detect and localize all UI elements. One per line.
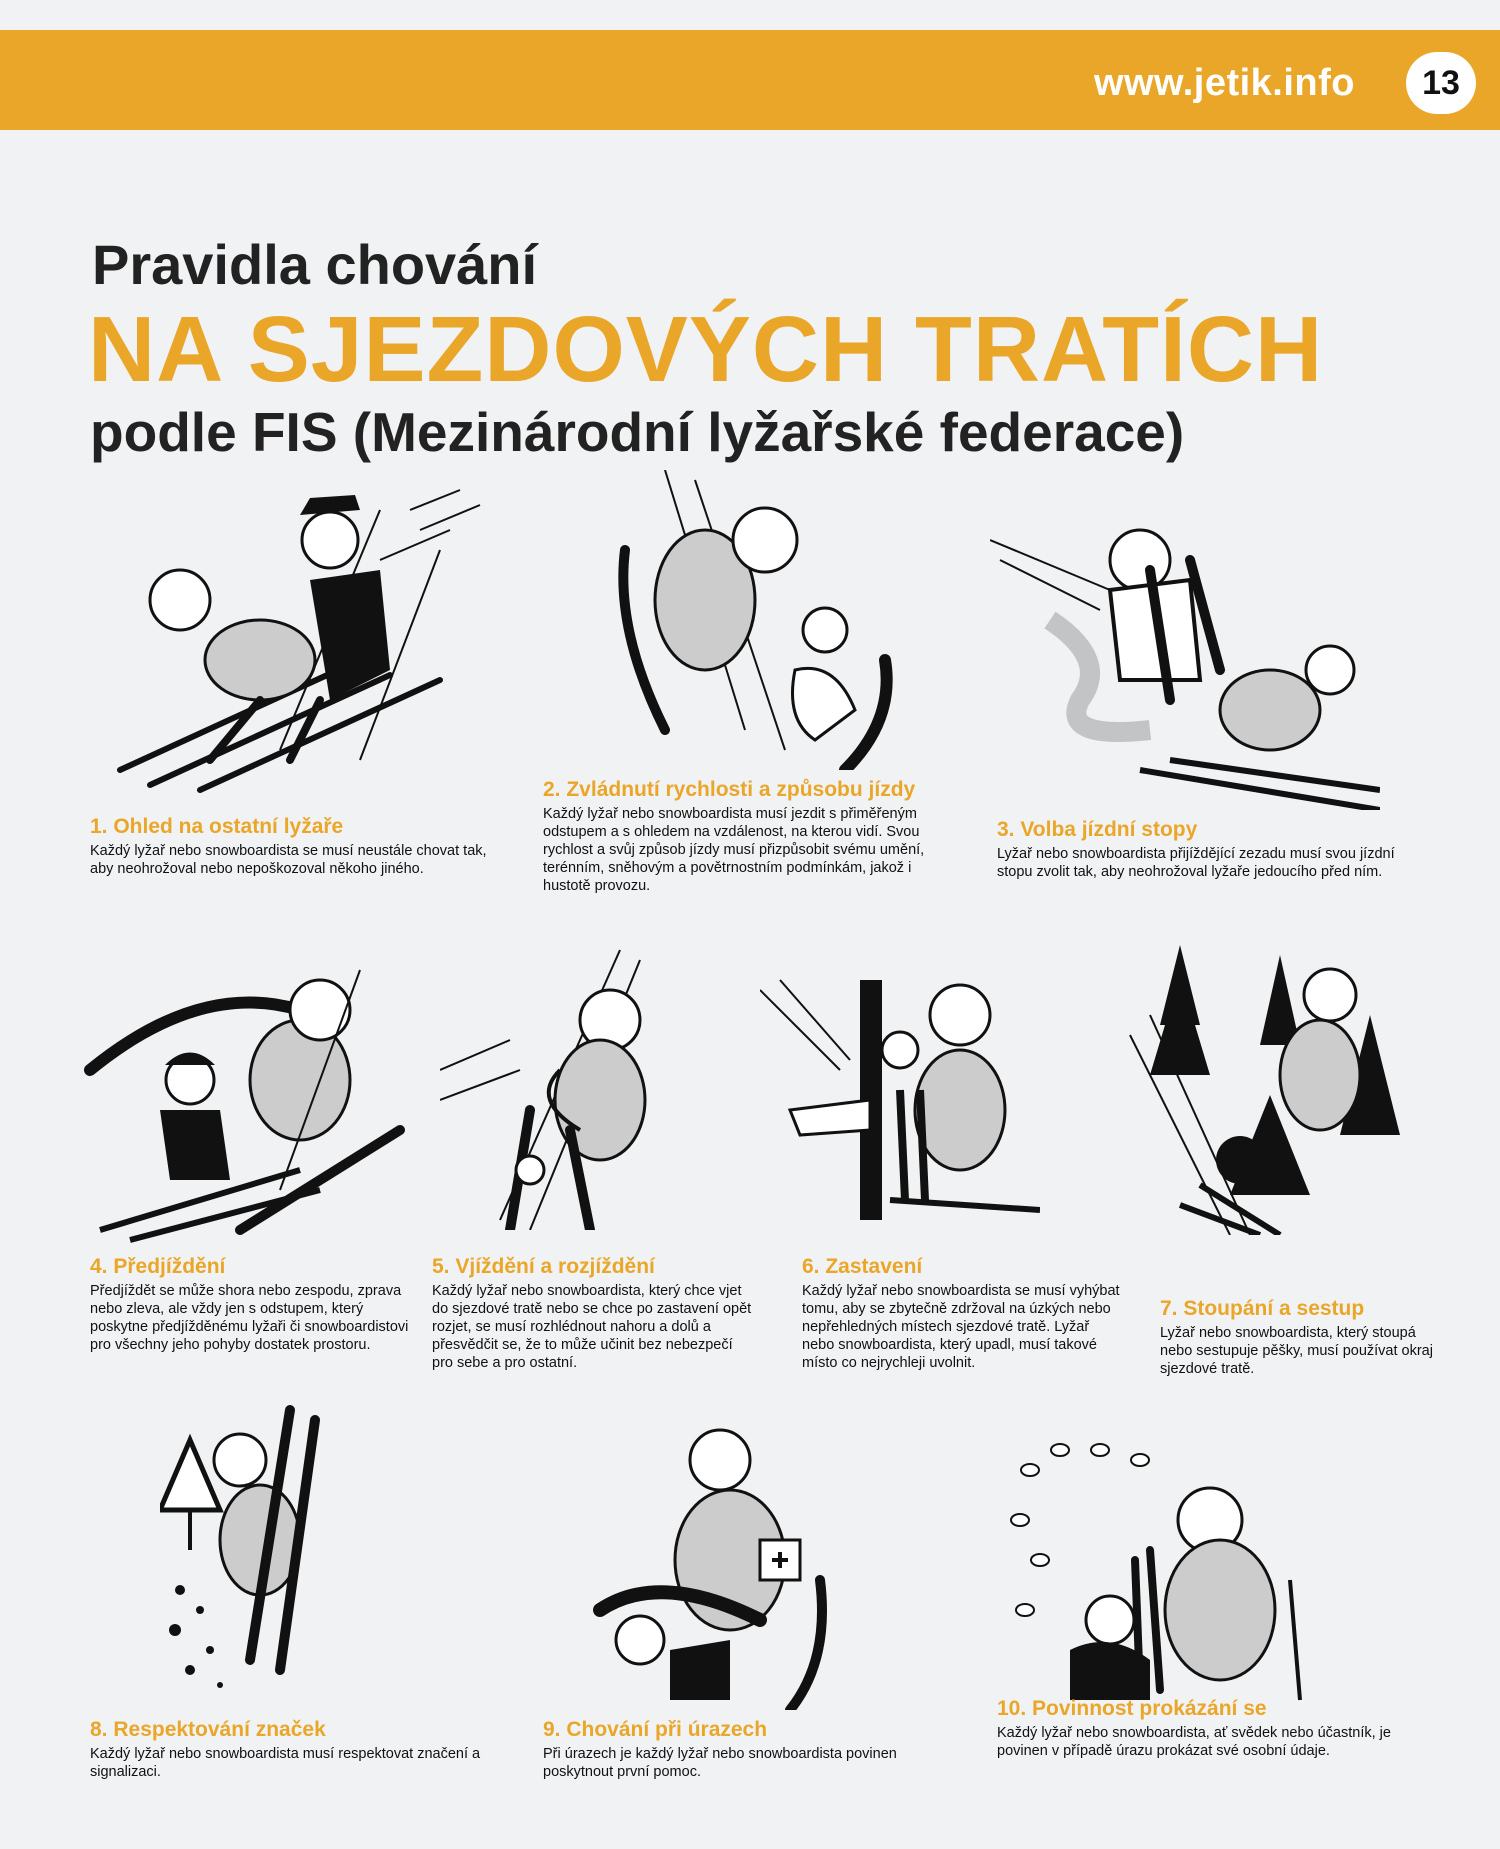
rule-2 xyxy=(543,778,953,895)
rule-title: 9. Chování při úrazech xyxy=(543,1718,768,1741)
rule-title: 5. Vjíždění a rozjíždění xyxy=(432,1255,655,1278)
rule-5 xyxy=(432,1255,752,1372)
page-title-line1: Pravidla chování xyxy=(92,233,538,296)
illustration-rule-2 xyxy=(585,470,915,770)
rule-title: 10. Povinnost prokázání se xyxy=(997,1697,1267,1720)
rule-title: 6. Zastavení xyxy=(802,1255,923,1278)
rule-3 xyxy=(997,818,1427,881)
illustration-rule-4 xyxy=(80,930,430,1250)
rule-text: Při úrazech je každý lyžař nebo snowboardista povinen poskytnout první pomoc. xyxy=(543,1746,897,1780)
rule-7 xyxy=(1160,1297,1440,1378)
page-title-line3: podle FIS (Mezinárodní lyžařské federace) xyxy=(90,401,1185,463)
rule-6 xyxy=(802,1255,1122,1372)
page-title-main: NA SJEZDOVÝCH TRATÍCH xyxy=(88,297,1324,401)
rule-title: 7. Stoupání a sestup xyxy=(1160,1297,1365,1320)
illustration-rule-10 xyxy=(1000,1430,1330,1710)
illustration-rule-3 xyxy=(990,500,1380,810)
rule-1 xyxy=(90,815,490,878)
illustration-rule-9 xyxy=(580,1410,850,1710)
illustration-rule-7 xyxy=(1120,935,1410,1235)
rule-text: Každý lyžař nebo snowboardista musí jezdit s přiměřeným odstupem a s ohledem na vzdálenost, na kterou vidí. Svou rychlost a svůj způsob jízdy musí přizpůsobit svému umění, terénním, sněhovým a povětrnostním podmínkám, jakož i hustotě provozu. xyxy=(543,806,925,894)
rule-8 xyxy=(90,1718,510,1781)
rule-text: Lyžař nebo snowboardista, který stoupá nebo sestupuje pěšky, musí používat okraj sjezdové tratě. xyxy=(1160,1325,1433,1377)
illustration-rule-1 xyxy=(110,470,490,800)
illustration-rule-6 xyxy=(760,960,1040,1220)
illustration-rule-8 xyxy=(160,1400,370,1700)
rule-9 xyxy=(543,1718,963,1781)
rule-text: Každý lyžař nebo snowboardista musí respektovat značení a signalizaci. xyxy=(90,1746,481,1780)
rule-text: Každý lyžař nebo snowboardista, který chce vjet do sjezdové tratě nebo se chce po zastavení opět rozjet, se musí rozhlédnout nahoru a dolů a přesvědčit se, že to může učinit bez nebezpečí pro sebe a pro ostatní. xyxy=(432,1283,752,1371)
rule-title: 8. Respektování značek xyxy=(90,1718,326,1741)
rule-text: Lyžař nebo snowboardista přijíždějící zezadu musí svou jízdní stopu zvolit tak, aby neohrožoval lyžaře jedoucího před ním. xyxy=(997,846,1395,880)
rule-title: 3. Volba jízdní stopy xyxy=(997,818,1198,841)
rule-text: Každý lyžař nebo snowboardista se musí neustále chovat tak, aby neohrožoval nebo nepoškozoval někoho jiného. xyxy=(90,843,487,877)
page-number: 13 xyxy=(1406,52,1476,114)
rule-text: Předjíždět se může shora nebo zespodu, zprava nebo zleva, ale vždy jen s odstupem, který poskytne předjížděnému lyžaři či snowboardistovi pro všechny jeho pohyby dostatek prostoru. xyxy=(90,1283,409,1353)
rule-4 xyxy=(90,1255,420,1354)
rule-text: Každý lyžař nebo snowboardista, ať svědek nebo účastník, je povinen v případě úrazu prokázat své osobní údaje. xyxy=(997,1725,1391,1759)
rule-title: 4. Předjíždění xyxy=(90,1255,226,1278)
rule-title: 1. Ohled na ostatní lyžaře xyxy=(90,815,344,838)
rule-text: Každý lyžař nebo snowboardista se musí vyhýbat tomu, aby se zbytečně zdržoval na úzkých nebo nepřehledných místech sjezdové tratě. Lyžař nebo snowboardista, který upadl, musí takové místo co nejrychleji uvolnit. xyxy=(802,1283,1120,1371)
illustration-rule-5 xyxy=(440,930,720,1230)
rule-title: 2. Zvládnutí rychlosti a způsobu jízdy xyxy=(543,778,916,801)
rule-10 xyxy=(997,1697,1417,1760)
site-url[interactable]: www.jetik.info xyxy=(1093,62,1355,104)
